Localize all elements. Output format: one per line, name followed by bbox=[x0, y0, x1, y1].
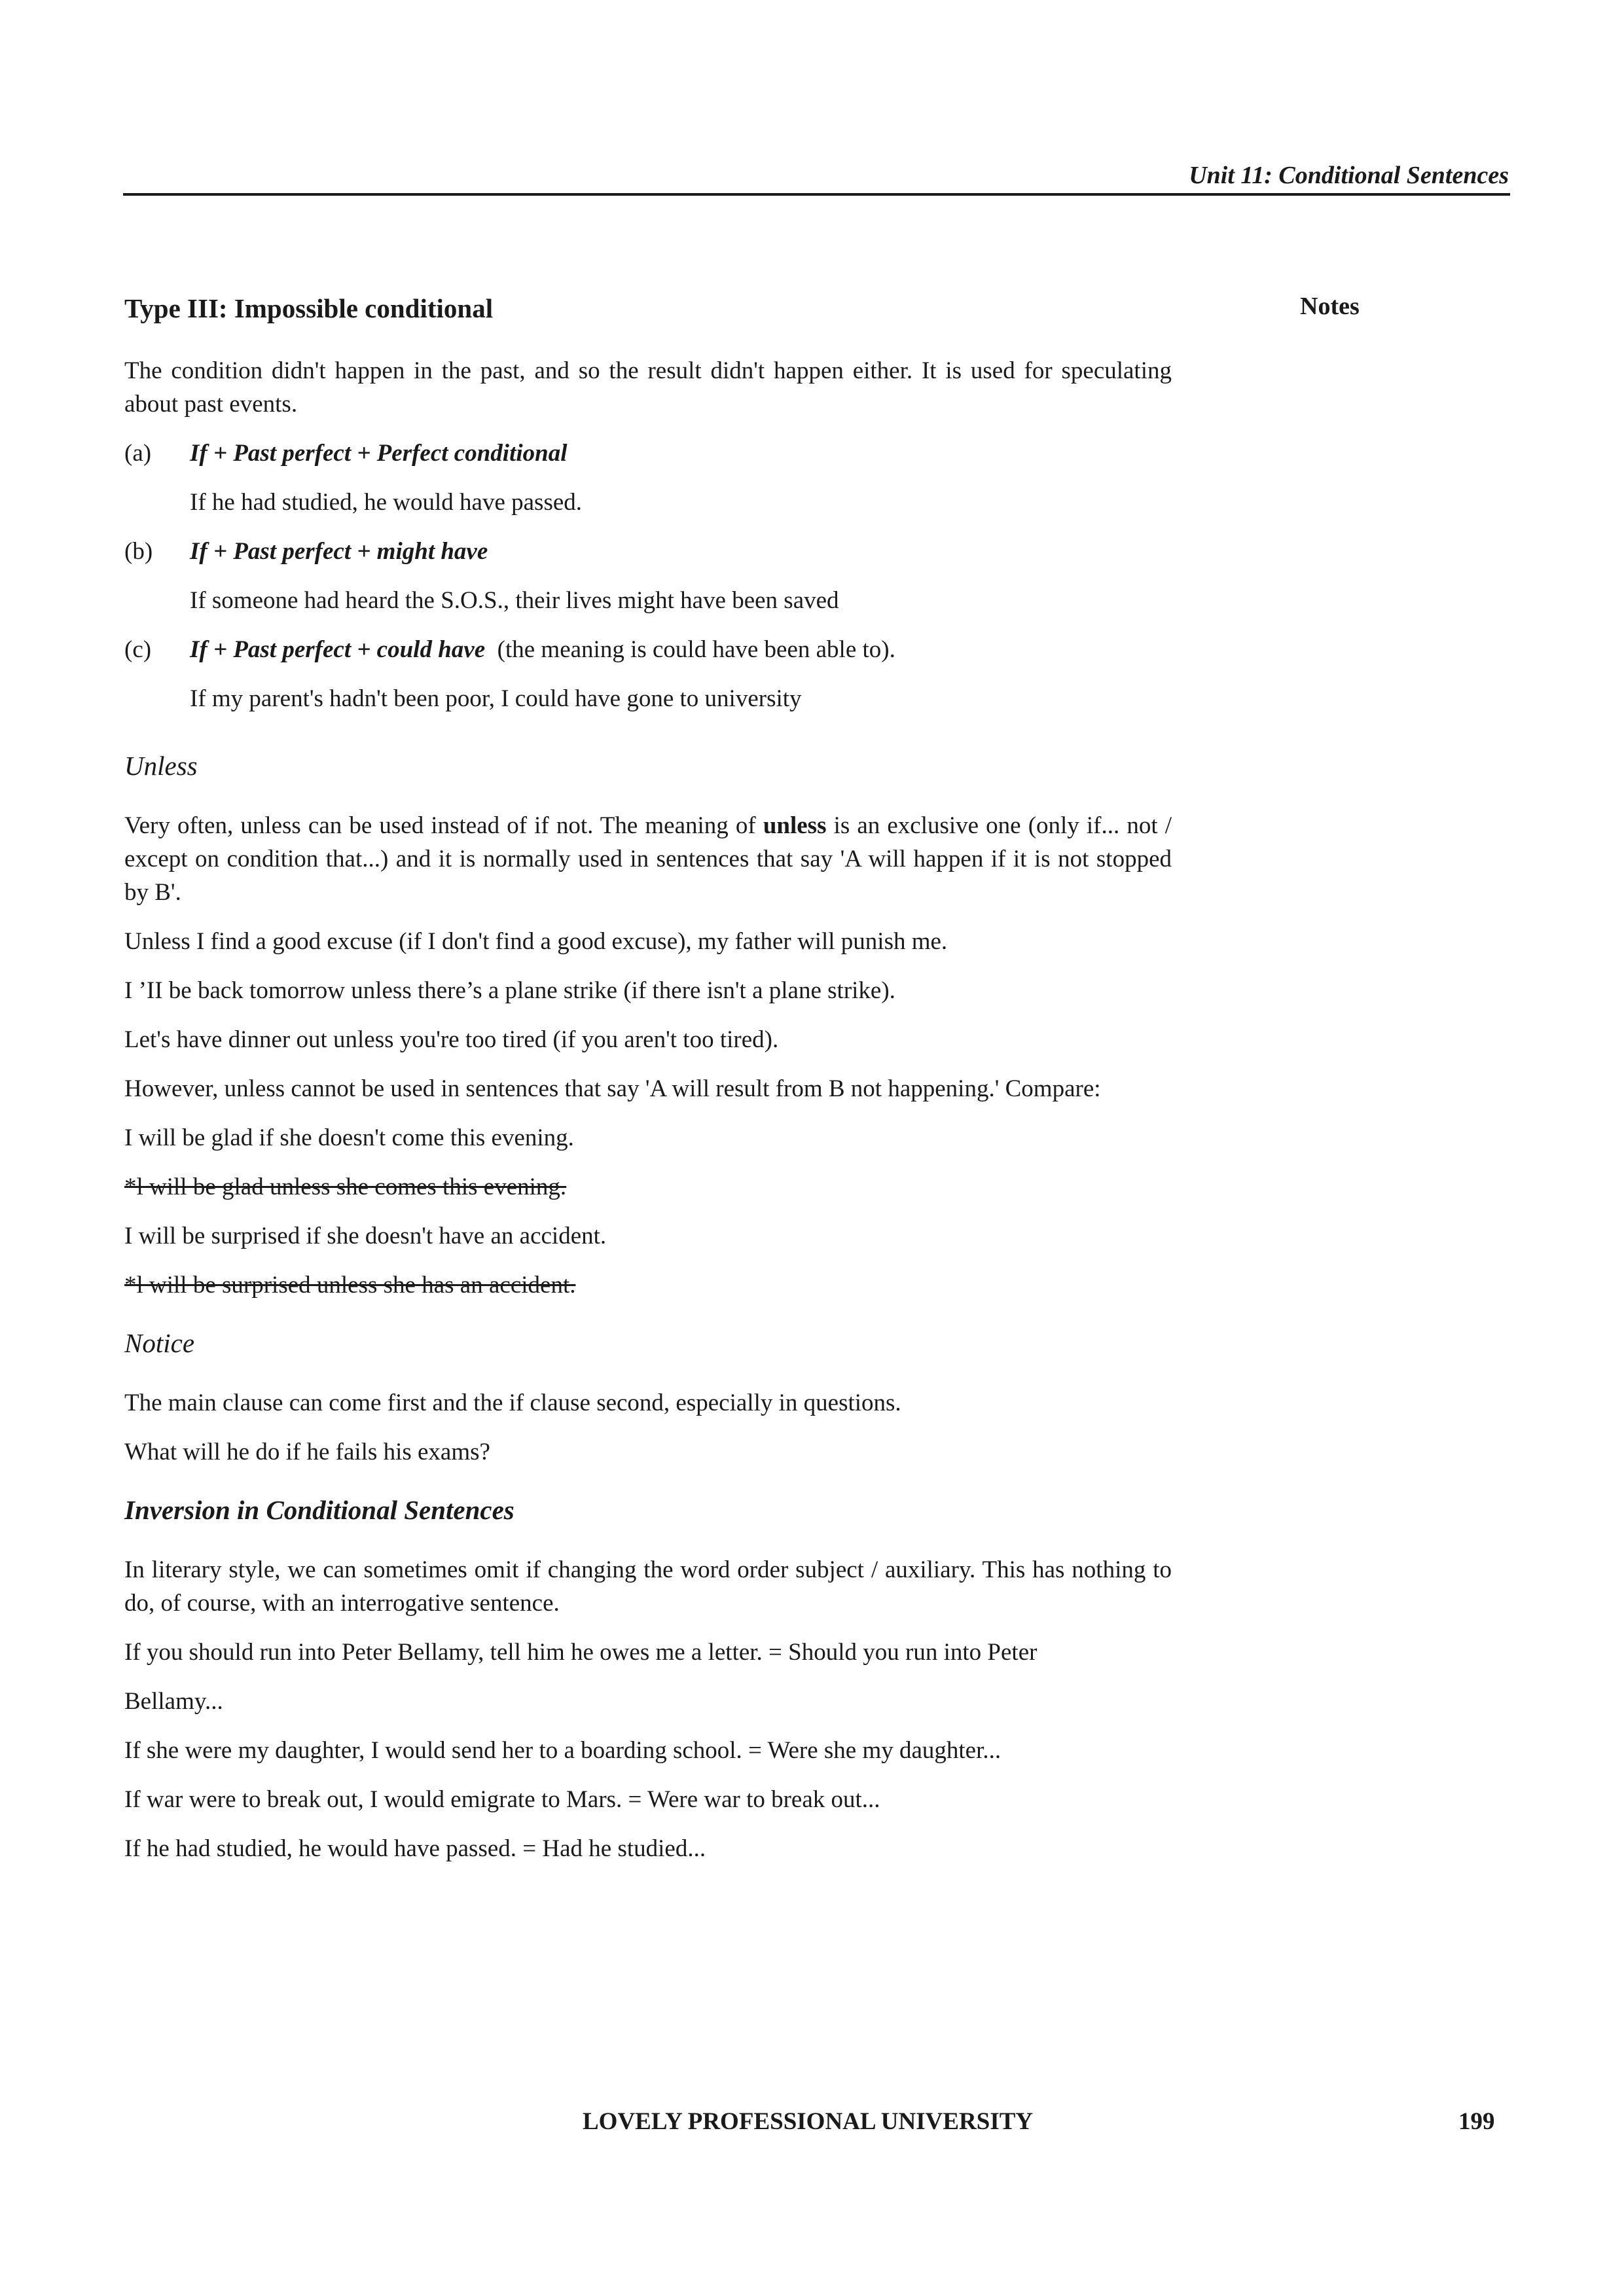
unless-compare-2-incorrect: *l will be surprised unless she has an accident. bbox=[124, 1272, 576, 1299]
page-number: 199 bbox=[1458, 2108, 1495, 2135]
unless-heading: Unless bbox=[124, 751, 198, 781]
inversion-example-2: If she were my daughter, I would send her to a boarding school. = Were she my daughter... bbox=[124, 1737, 1001, 1764]
unless-however: However, unless cannot be used in sentences that say 'A will result from B not happening.' Compare: bbox=[124, 1075, 1101, 1102]
item-label: (a) bbox=[124, 440, 152, 467]
inversion-example-1a: If you should run into Peter Bellamy, tell him he owes me a letter. = Should you run into Peter bbox=[124, 1639, 1038, 1666]
unless-example-2: I ’II be back tomorrow unless there’s a plane strike (if there isn't a plane strike). bbox=[124, 977, 895, 1004]
unless-para-text-2: is an exclusive one (only if... not / except on condition that...) and it is normally used in sentences that say 'A will happen if it is not stopped by B'. bbox=[124, 812, 1172, 906]
item-note: (the meaning is could have been able to). bbox=[497, 636, 895, 663]
notes-margin-label: Notes bbox=[1300, 293, 1360, 320]
notice-text: The main clause can come first and the if clause second, especially in questions. bbox=[124, 1390, 901, 1416]
inversion-example-4: If he had studied, he would have passed. = Had he studied... bbox=[124, 1835, 706, 1862]
type3-item-a bbox=[124, 437, 1172, 470]
unless-example-1: Unless I find a good excuse (if I don't find a good excuse), my father will punish me. bbox=[124, 928, 948, 955]
type3-heading: Type III: Impossible conditional bbox=[124, 293, 494, 323]
unless-para-text-1: Very often, unless can be used instead of if not. The meaning of bbox=[124, 812, 763, 839]
inversion-heading: Inversion in Conditional Sentences bbox=[124, 1495, 514, 1525]
running-header: Unit 11: Conditional Sentences bbox=[1189, 162, 1509, 189]
type3-item-b bbox=[124, 535, 1172, 568]
item-label: (b) bbox=[124, 538, 153, 565]
type3-example-a: If he had studied, he would have passed. bbox=[190, 489, 583, 516]
inversion-example-1b: Bellamy... bbox=[124, 1688, 223, 1715]
item-label: (c) bbox=[124, 636, 152, 663]
unless-example-3: Let's have dinner out unless you're too tired (if you aren't too tired). bbox=[124, 1026, 779, 1053]
item-formula: If + Past perfect + might have bbox=[190, 538, 488, 565]
item-formula: If + Past perfect + could have bbox=[190, 636, 486, 663]
main-content bbox=[124, 292, 1172, 1881]
unless-compare-1: I will be glad if she doesn't come this evening. bbox=[124, 1124, 574, 1151]
notice-example: What will he do if he fails his exams? bbox=[124, 1439, 490, 1465]
type3-intro: The condition didn't happen in the past, and so the result didn't happen either. It is used for speculating about past events. bbox=[124, 357, 1172, 418]
unless-compare-2: I will be surprised if she doesn't have an accident. bbox=[124, 1223, 607, 1249]
type3-item-c bbox=[124, 633, 1172, 666]
inversion-example-3: If war were to break out, I would emigrate to Mars. = Were war to break out... bbox=[124, 1786, 880, 1813]
unless-compare-1-incorrect: *l will be glad unless she comes this evening. bbox=[124, 1174, 567, 1200]
footer-university: LOVELY PROFESSIONAL UNIVERSITY bbox=[583, 2108, 1034, 2135]
type3-example-c: If my parent's hadn't been poor, I could have gone to university bbox=[190, 685, 802, 712]
unless-paragraph bbox=[124, 809, 1172, 909]
inversion-intro: In literary style, we can sometimes omit if changing the word order subject / auxiliary. This has nothing to do, of course, with an interrogative sentence. bbox=[124, 1556, 1172, 1617]
unless-para-bold: unless bbox=[763, 812, 827, 839]
item-formula: If + Past perfect + Perfect conditional bbox=[190, 440, 568, 467]
header-rule bbox=[123, 193, 1510, 196]
notice-heading: Notice bbox=[124, 1328, 195, 1358]
type3-example-b: If someone had heard the S.O.S., their lives might have been saved bbox=[190, 587, 839, 614]
